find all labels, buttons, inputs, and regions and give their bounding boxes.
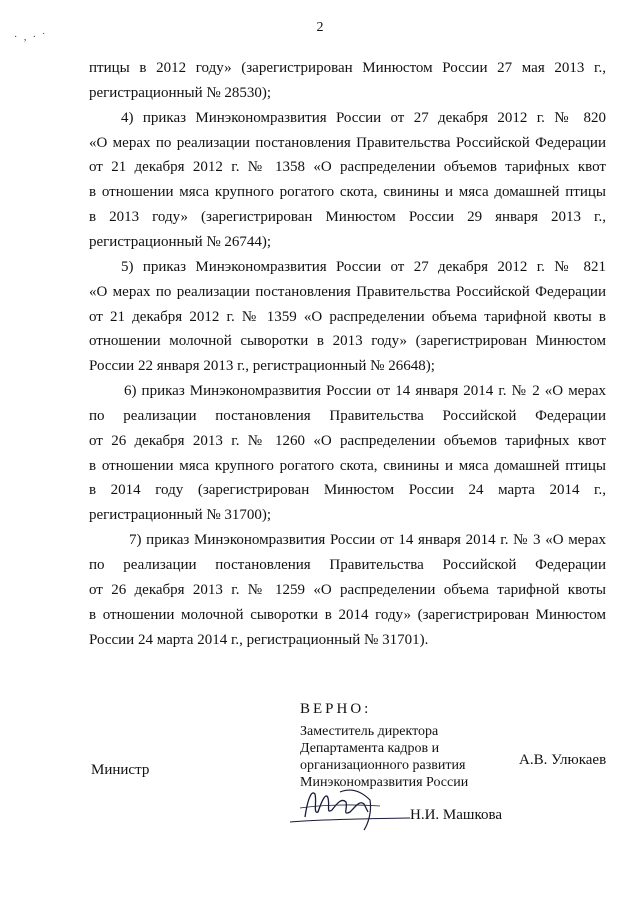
certifier-name: Н.И. Машкова bbox=[410, 807, 503, 823]
text-line: от 26 декабря 2013 г. № 1260 «О распределении объемов тарифных квот bbox=[89, 433, 606, 449]
text-line: России 24 марта 2014 г., регистрационный № 31701). bbox=[89, 632, 429, 648]
text-line: в отношении мяса крупного рогатого скота, свинины и мяса домашней птицы bbox=[89, 184, 606, 200]
text-line: в отношении мяса крупного рогатого скота, свинины и мяса домашней птицы bbox=[89, 458, 606, 474]
text-line: в 2014 году (зарегистрирован Минюстом России 24 марта 2014 г., bbox=[89, 482, 606, 498]
certification-line: Заместитель директора bbox=[300, 724, 439, 739]
text-line: регистрационный № 26744); bbox=[89, 234, 272, 250]
signatory-name: А.В. Улюкаев bbox=[519, 752, 607, 768]
certification-line: Минэкономразвития России bbox=[300, 775, 469, 790]
text-line: от 21 декабря 2012 г. № 1359 «О распределении объема тарифной квоты в bbox=[89, 309, 606, 325]
text-line: по реализации постановления Правительства Российской Федерации bbox=[89, 557, 606, 573]
text-line: по реализации постановления Правительства Российской Федерации bbox=[89, 408, 606, 424]
text-line: регистрационный № 31700); bbox=[89, 507, 272, 523]
text-line: 5) приказ Минэкономразвития России от 27 декабря 2012 г. № 821 bbox=[121, 259, 606, 275]
page-number: 2 bbox=[316, 20, 324, 35]
text-line: от 21 декабря 2012 г. № 1358 «О распределении объемов тарифных квот bbox=[89, 159, 606, 175]
text-line: 4) приказ Минэкономразвития России от 27 декабря 2012 г. № 820 bbox=[121, 110, 606, 126]
certification-line: Департамента кадров и bbox=[300, 741, 440, 756]
certification-label: ВЕРНО: bbox=[300, 701, 372, 717]
text-line: 6) приказ Минэкономразвития России от 14 января 2014 г. № 2 «О мерах bbox=[124, 383, 606, 399]
text-line: отношении молочной сыворотки в 2013 году» (зарегистрирован Минюстом bbox=[89, 333, 606, 349]
text-line: России 22 января 2013 г., регистрационный № 26648); bbox=[89, 358, 435, 374]
handwritten-signature bbox=[280, 772, 420, 832]
text-line: «О мерах по реализации постановления Правительства Российской Федерации bbox=[89, 284, 606, 300]
text-line: регистрационный № 28530); bbox=[89, 85, 272, 101]
text-line: в 2013 году» (зарегистрирован Минюстом России 29 января 2013 г., bbox=[89, 209, 606, 225]
signatory-title: Министр bbox=[91, 762, 150, 778]
text-line: в отношении молочной сыворотки в 2014 году» (зарегистрирован Минюстом bbox=[89, 607, 606, 623]
text-line: птицы в 2012 году» (зарегистрирован Минюстом России 27 мая 2013 г., bbox=[89, 60, 606, 76]
text-line: 7) приказ Минэкономразвития России от 14 января 2014 г. № 3 «О мерах bbox=[129, 532, 606, 548]
text-line: от 26 декабря 2013 г. № 1259 «О распределении объема тарифной квоты bbox=[89, 582, 606, 598]
certification-line: организационного развития bbox=[300, 758, 466, 773]
text-line: «О мерах по реализации постановления Правительства Российской Федерации bbox=[89, 135, 606, 151]
scan-specks: ·‚·˙ bbox=[14, 32, 52, 43]
